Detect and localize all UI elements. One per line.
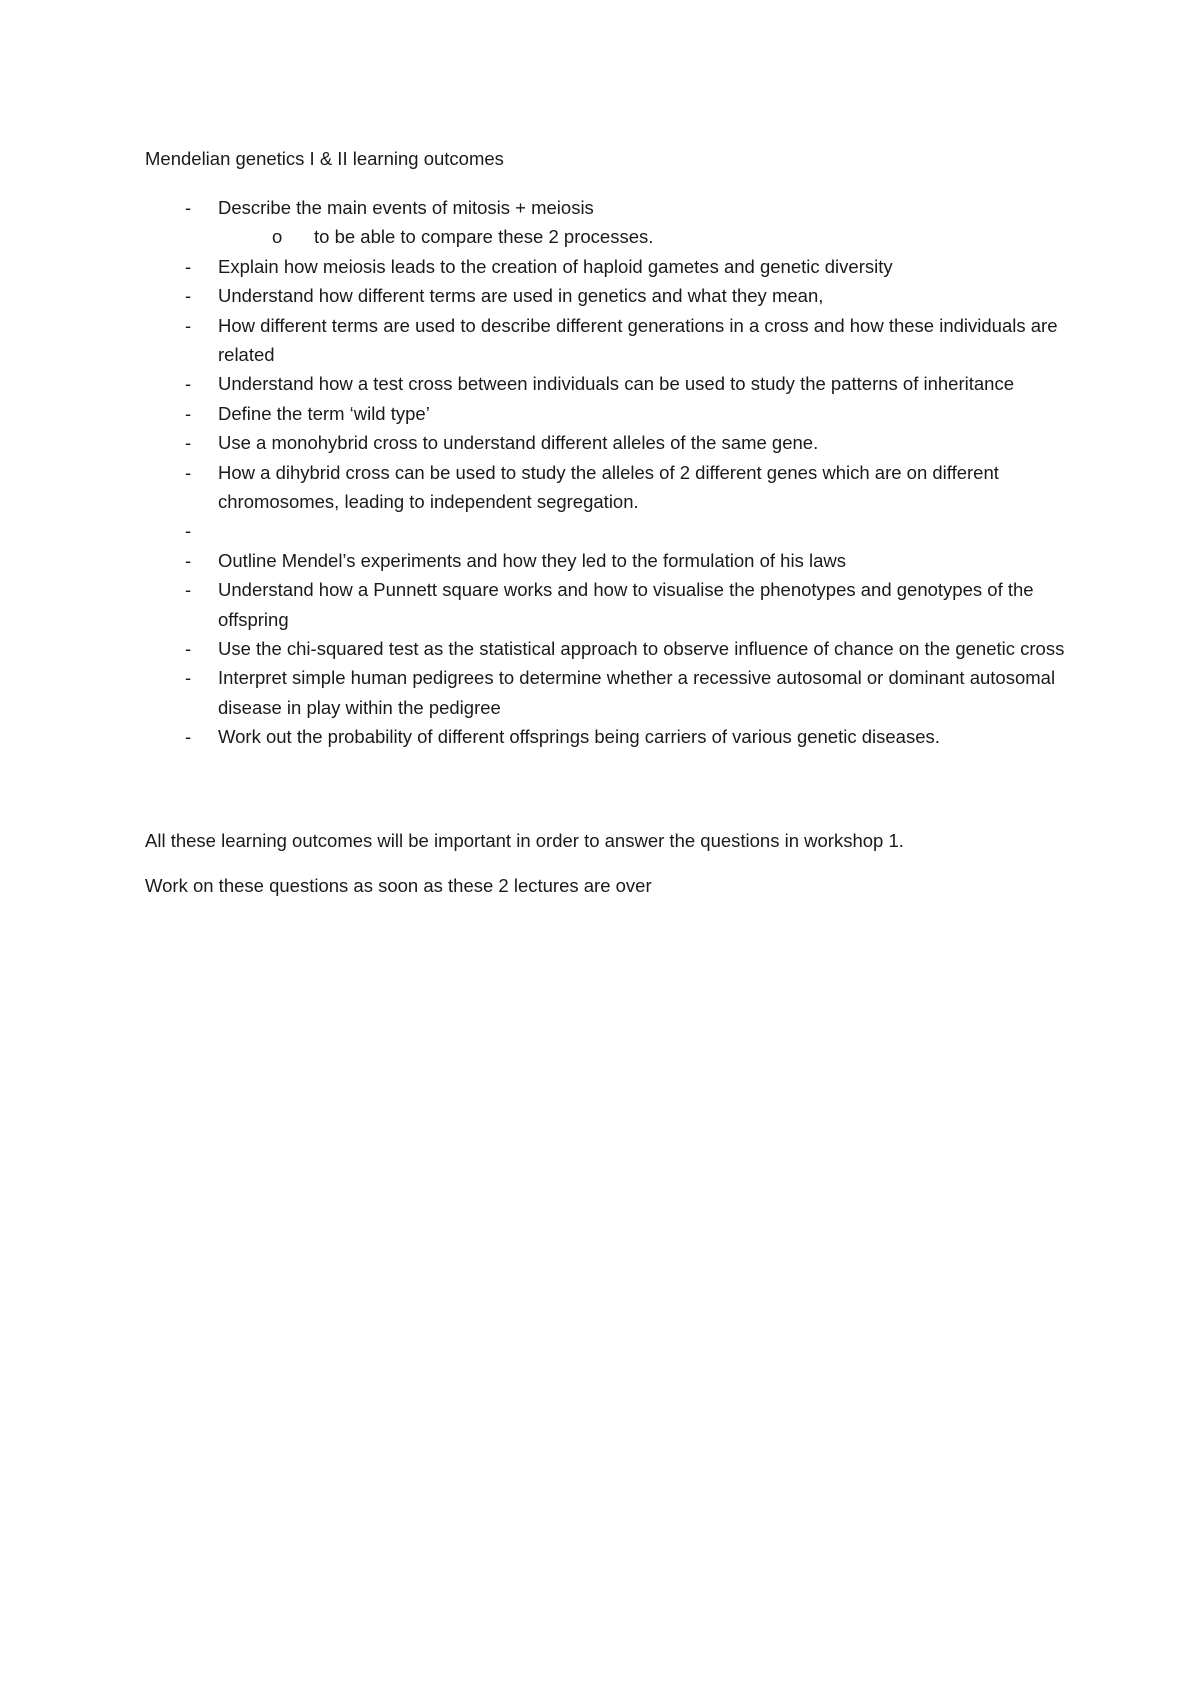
document-title: Mendelian genetics I & II learning outcomes [145,148,504,169]
list-item [145,546,1075,575]
list-item-text: Use a monohybrid cross to understand different alleles of the same gene. [218,432,819,454]
dash-bullet-icon: - [185,197,192,218]
list-item [145,193,1075,222]
list-item-text: Interpret simple human pedigrees to determine whether a recessive autosomal or dominant autosomal disease in play within the pedigree [218,667,1056,718]
list-item-text: How a dihybrid cross can be used to study the alleles of 2 different genes which are on different chromosomes, leading to independent segregation. [218,461,999,513]
list-item [145,399,1075,428]
list-item [145,369,1075,398]
circle-bullet-icon: o [272,226,283,248]
list-item [145,252,1075,281]
dash-bullet-icon: - [185,667,192,689]
list-item [145,311,1075,370]
list-item-text: Define the term ‘wild type’ [218,402,430,424]
list-item [145,634,1075,663]
dash-bullet-icon: - [185,638,192,660]
list-item-text: to be able to compare these 2 processes. [314,226,654,248]
dash-bullet-icon: - [185,520,192,542]
closing-paragraph: Work on these questions as soon as these 2 lectures are over [145,875,652,896]
dash-bullet-icon: - [185,255,192,277]
list-item [145,575,1075,634]
dash-bullet-icon: - [185,726,192,748]
list-item-text: Understand how different terms are used in genetics and what they mean, [218,285,824,307]
dash-bullet-icon: - [185,314,192,336]
closing-paragraph: All these learning outcomes will be important in order to answer the questions in workshop 1. [145,830,904,851]
dash-bullet-icon: - [185,461,192,483]
list-item-text: Understand how a Punnett square works and how to visualise the phenotypes and genotypes of the offspring [218,579,1034,630]
dash-bullet-icon: - [185,549,192,571]
dash-bullet-icon: - [185,285,192,307]
learning-outcomes-list [145,193,1075,752]
dash-bullet-icon: - [185,432,192,454]
list-item-text: Describe the main events of mitosis + meiosis [218,197,594,218]
list-item [145,663,1075,722]
sub-list-item [145,222,1075,251]
list-item [145,428,1075,457]
list-item-text: Use the chi-squared test as the statistical approach to observe influence of chance on the genetic cross [218,638,1065,660]
list-item-text: Outline Mendel’s experiments and how they led to the formulation of his laws [218,549,846,571]
list-item-text: Work out the probability of different offsprings being carriers of various genetic diseases. [218,726,940,748]
dash-bullet-icon: - [185,402,192,424]
list-item [145,458,1075,517]
dash-bullet-icon: - [185,579,192,601]
list-item-text: Understand how a test cross between individuals can be used to study the patterns of inheritance [218,373,1014,395]
list-item-text: How different terms are used to describe different generations in a cross and how these individuals are related [218,314,1058,366]
list-item [145,722,1075,751]
list-item [145,281,1075,310]
dash-bullet-icon: - [185,373,192,395]
list-item-text: Explain how meiosis leads to the creation of haploid gametes and genetic diversity [218,255,893,277]
list-item [145,516,1075,545]
